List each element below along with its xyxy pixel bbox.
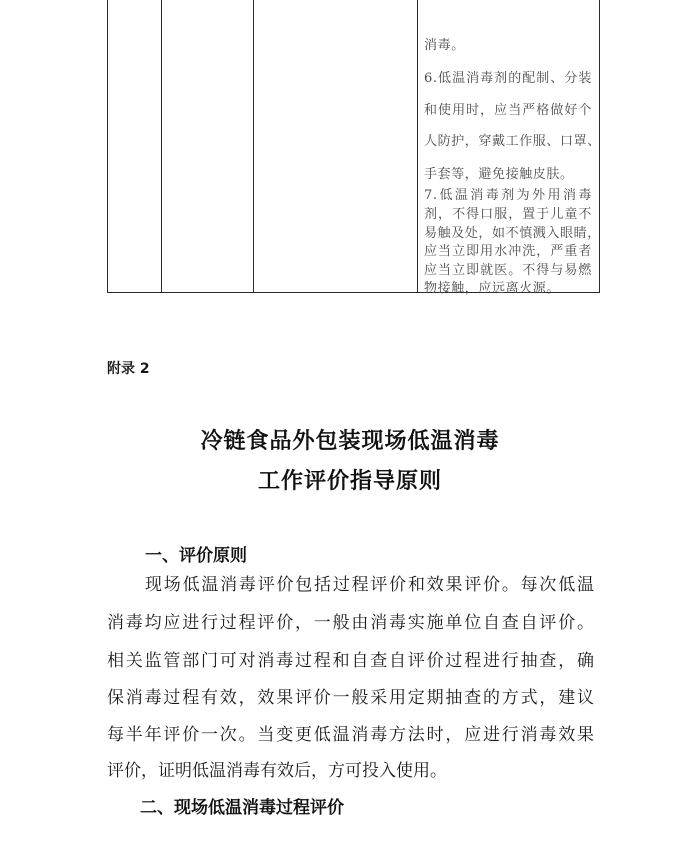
table-cell-line: 6.低温消毒剂的配制、分装 [424,71,592,86]
table-cell-line: 物接触，应远离火源。 [424,281,561,296]
section-heading-evaluation-principles: 一、评价原则 [145,546,247,566]
table-cell-line: 应当立即就医。不得与易燃 [424,263,592,278]
section-heading-process-evaluation: 二、现场低温消毒过程评价 [140,798,344,818]
paragraph-line: 相关监管部门可对消毒过程和自查自评价过程进行抽查，确 [107,651,594,671]
table-cell-line: 应当立即用水冲洗，严重者 [424,244,592,259]
table-column-divider [253,0,254,292]
document-title-line-2: 工作评价指导原则 [257,468,442,494]
table-cell-line: 人防护，穿戴工作服、口罩、 [424,134,601,149]
document-title-line-1: 冷链食品外包装现场低温消毒 [200,428,500,454]
paragraph-line: 评价，证明低温消毒有效后，方可投入使用。 [107,761,447,781]
table-cell-line: 手套等，避免接触皮肤。 [424,167,574,182]
appendix-label: 附录 2 [107,361,150,377]
paragraph-line: 消毒均应进行过程评价，一般由消毒实施单位自查自评价。 [107,613,594,633]
table-cell-line: 易触及处，如不慎溅入眼睛， [424,226,601,241]
measures-table-fragment [107,0,601,296]
table-cell-line: 7.低温消毒剂为外用消毒 [424,188,592,203]
table-cell-line: 和使用时，应当严格做好个 [424,103,592,118]
paragraph-line: 每半年评价一次。当变更低温消毒方法时，应进行消毒效果 [107,725,594,745]
table-cell-line: 剂，不得口服，置于儿童不 [424,207,592,222]
paragraph-line: 保消毒过程有效，效果评价一般采用定期抽查的方式，建议 [107,688,594,708]
table-column-divider [417,0,418,292]
table-column-divider [161,0,162,292]
paragraph-line: 现场低温消毒评价包括过程评价和效果评价。每次低温 [145,575,594,595]
table-cell-line: 消毒。 [424,38,465,53]
